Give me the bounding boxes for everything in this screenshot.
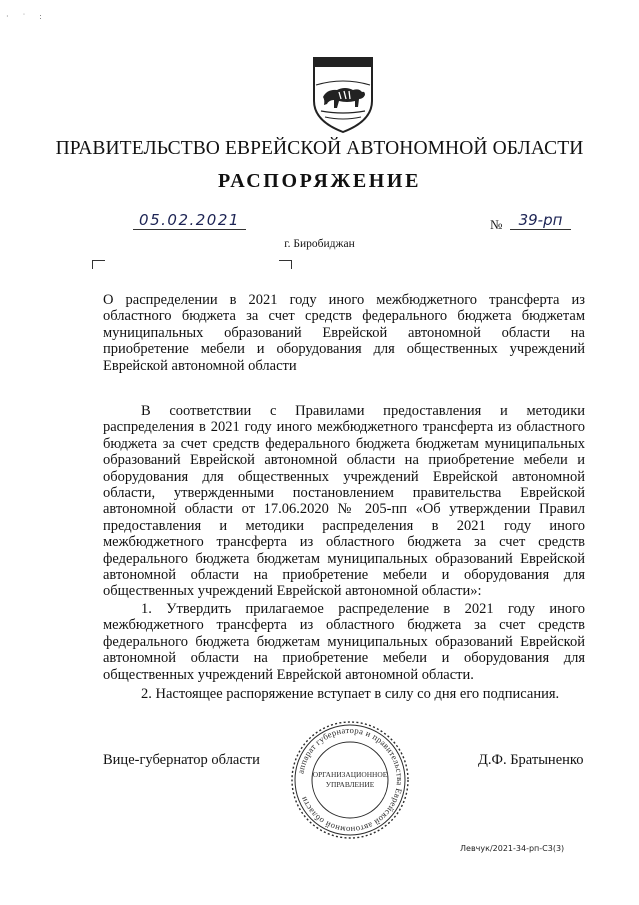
seal-ring-text: аппарат губернатора и правительства Еврейской автономной области <box>295 724 406 836</box>
number-label: № <box>490 217 503 232</box>
signer-name: Д.Ф. Братыненко <box>478 752 584 768</box>
official-seal <box>289 719 411 841</box>
coat-of-arms-tiger-icon <box>311 55 375 135</box>
subject-bracket-left <box>92 260 105 269</box>
seal-center-line2: УПРАВЛЕНИЕ <box>325 780 375 789</box>
document-type: РАСПОРЯЖЕНИЕ <box>217 170 422 192</box>
document-number: 39-рп <box>510 211 571 230</box>
subject-bracket-right <box>279 260 292 269</box>
document-date: 05.02.2021 <box>133 211 246 230</box>
city: г. Биробиджан <box>284 238 355 250</box>
document-subject: О распределении в 2021 году иного межбюджетного трансферта из областного бюджета за счет средств федерального бюджета бюджетам муниципальных образований Еврейской автономной области на приобретение мебели и оборудования для общественных учреждений Еврейской автономной области <box>103 292 585 374</box>
preamble-paragraph: В соответствии с Правилами предоставления и методики распределения в 2021 году иного межбюджетного трансферта из областного бюджета за счет средств федерального бюджета бюджетам муниципальных образований Еврейской автономной области на приобретение мебели и оборудования для общественных учреждений Еврейской автономной области, утвержденными постановлением правительства Еврейской автономной области от 17.06.2020 № 205-пп «Об утверждении Правил предоставления и методики распределения в 2021 году иного межбюджетного трансферта из областного бюджета за счет средств федерального бюджета бюджетам муниципальных образований Еврейской автономной области на приобретение мебели и оборудования для общественных учреждений Еврейской автономной области»: <box>103 403 585 600</box>
seal-center-line1: ОРГАНИЗАЦИОННОЕ <box>312 770 388 779</box>
item-2-paragraph: 2. Настоящее распоряжение вступает в силу со дня его подписания. <box>141 686 560 702</box>
item-1-paragraph: 1. Утвердить прилагаемое распределение в 2021 году иного межбюджетного трансферта из областного бюджета за счет средств федерального бюджета бюджетам муниципальных образований Еврейской автономной области на приобретение мебели и оборудования для общественных учреждений Еврейской автономной области. <box>103 601 585 683</box>
organization-name: ПРАВИТЕЛЬСТВО ЕВРЕЙСКОЙ АВТОНОМНОЙ ОБЛАСТИ <box>55 138 584 159</box>
document-reference: Левчук/2021-34-рп-С3(3) <box>460 844 565 853</box>
signer-title: Вице-губернатор области <box>103 752 260 768</box>
scan-specks: · ˙ : <box>6 12 48 21</box>
